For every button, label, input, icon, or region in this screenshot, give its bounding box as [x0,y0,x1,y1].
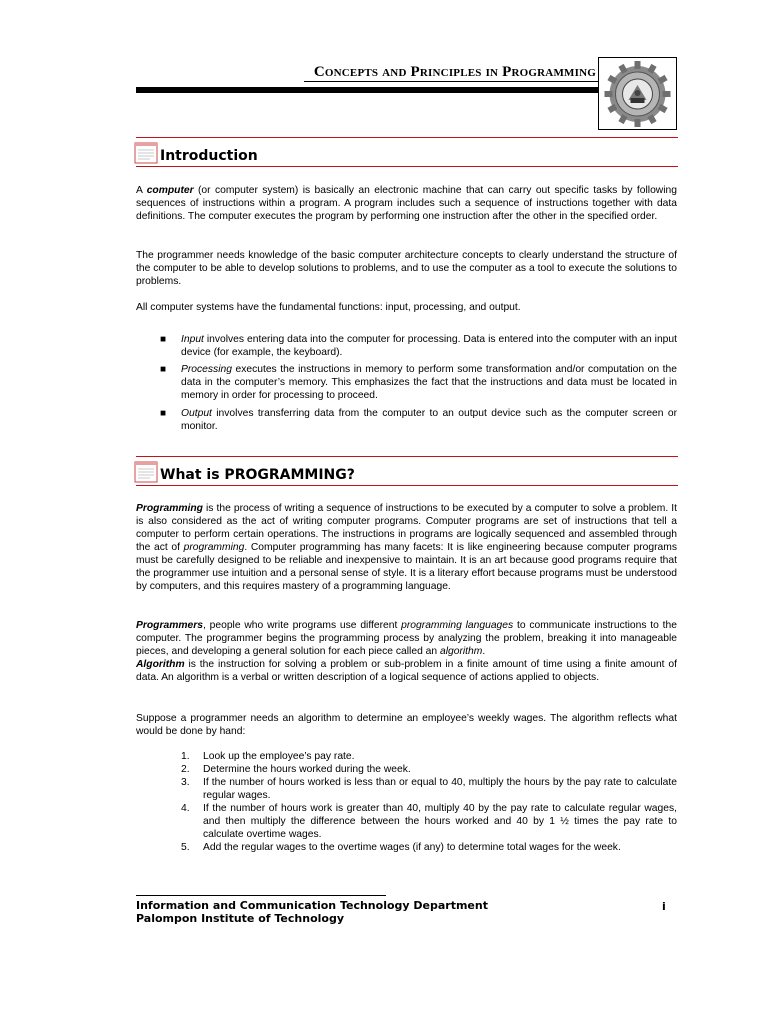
section-divider-top [136,137,678,138]
programming-paragraph-programmers: Programmers, people who write programs use different programming languages to communicate instructions to the computer. The programmer begins the programming process by analyzing the problem, breaking it into manageable pieces, and developing a general solution for each piece called an algorithm. Algorithm is the instruction for solving a problem or sub-problem in a finite amount of time using a finite amount of data. An algorithm is a verbal or written description of a logical sequence of actions applied to objects. [136,620,677,683]
document-icon [134,461,158,483]
section-divider-bottom [136,166,678,167]
footer-rule [136,895,386,896]
programming-paragraph-wages: Suppose a programmer needs an algorithm to determine an employee’s weekly wages. The algorithm reflects what would be done by hand: [136,713,677,737]
footer-department: Information and Communication Technology Department [136,899,488,912]
step-number: 2. [181,764,190,775]
document-header-title: Concepts and Principles in Programming [313,64,596,80]
step-number: 4. [181,803,190,814]
document-icon [134,142,158,164]
section-divider-bottom [136,485,678,486]
intro-paragraph-functions: All computer systems have the fundamental functions: input, processing, and output. [136,302,521,313]
header-thick-rule [136,87,598,93]
step-text: Add the regular wages to the overtime wages (if any) to determine total wages for the week. [203,842,621,853]
step-text: If the number of hours worked is less than or equal to 40, multiply the hours by the pay rate to calculate regular wages. [203,777,677,801]
footer-institute: Palompon Institute of Technology [136,912,344,925]
page-number: i [662,900,666,913]
step-number: 1. [181,751,190,762]
bullet-input: Input involves entering data into the computer for processing. Data is entered into the computer with an input device (for example, the keyboard). [181,334,677,358]
bullet-marker: ■ [160,364,167,375]
step-number: 5. [181,842,190,853]
step-text: If the number of hours work is greater than 40, multiply 40 by the pay rate to calculate regular wages, and then multiply the difference between the hours worked and 40 by 1 ½ times the pay rate to calculate overtime wages. [203,803,677,840]
step-text: Look up the employee’s pay rate. [203,751,355,762]
programming-paragraph-definition: Programming is the process of writing a sequence of instructions to be executed by a computer to solve a problem. It is also considered as the act of writing computer programs. Computer programs are set of instructions that tell a computer to perform certain operations. The instructions in programs are logically sequenced and assembled through the act of programming. Computer programming has many facets: It is like engineering because computer programs must be carefully designed to be reliable and inexpensive to maintain. It is an art because good programs require that the programmer use intuition and a personal sense of style. It is a literary effort because programs must be understood by computers, and this requires mastery of a programming language. [136,503,677,592]
step-text: Determine the hours worked during the week. [203,764,411,775]
bullet-processing: Processing executes the instructions in memory to perform some transformation and/or computation on the data in the computer’s memory. This emphasizes the fact that the instructions and data must be located in memory in order for processing to proceed. [181,364,677,401]
institute-seal-logo [598,57,677,130]
intro-paragraph-computer: A computer (or computer system) is basically an electronic machine that can carry out specific tasks by following sequences of instructions within a program. A program includes such a sequence of instructions together with data definitions. The computer executes the program by performing one instruction after the other in the specified order. [136,185,677,222]
intro-paragraph-programmer: The programmer needs knowledge of the basic computer architecture concepts to clearly understand the structure of the computer to be able to develop solutions to problems, and to use the computer as a tool to execute the solutions to problems. [136,250,677,287]
header-thin-rule [304,81,598,82]
step-number: 3. [181,777,190,788]
section-heading-programming: What is PROGRAMMING? [160,467,355,483]
section-divider-top [136,456,678,457]
gear-seal-icon [599,58,676,129]
bullet-output: Output involves transferring data from the computer to an output device such as the computer screen or monitor. [181,408,677,432]
bullet-marker: ■ [160,408,167,419]
section-heading-introduction: Introduction [160,148,258,164]
bullet-marker: ■ [160,334,167,345]
